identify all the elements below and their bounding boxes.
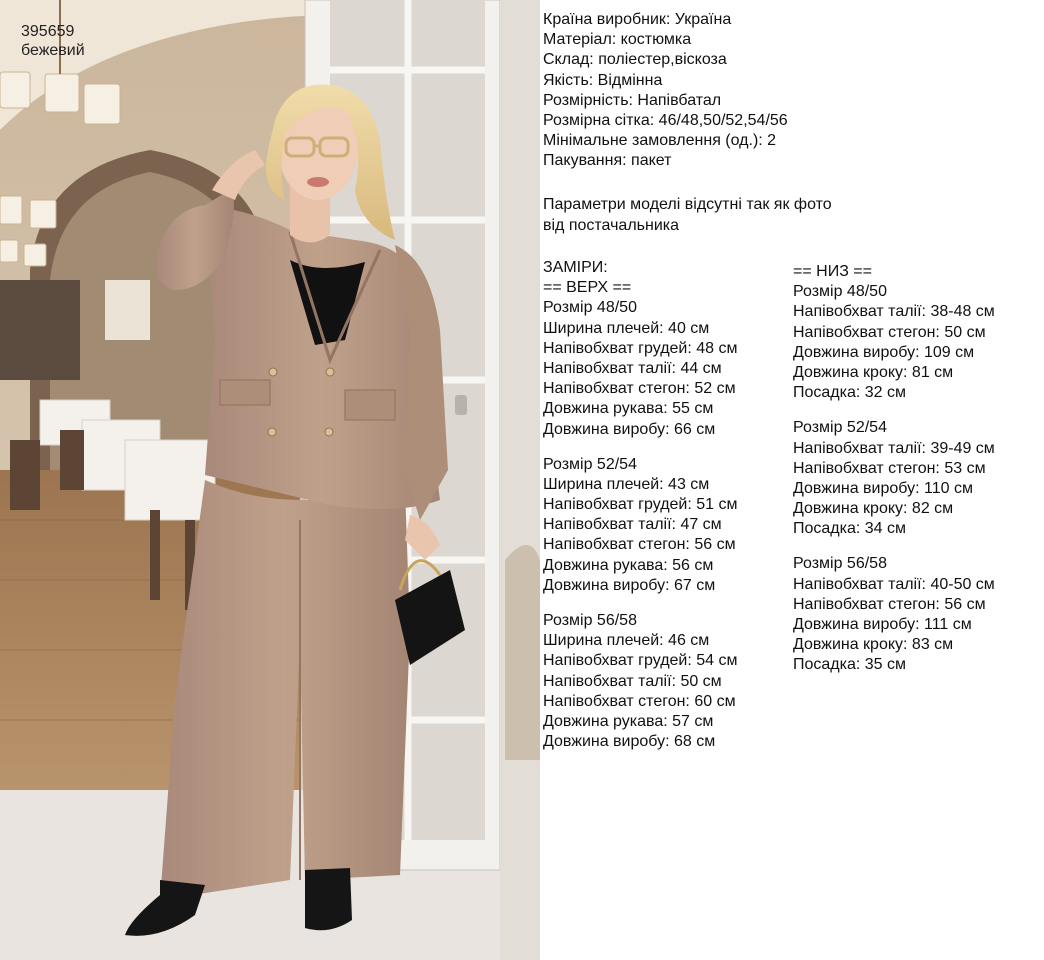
- top-section-title: == ВЕРХ ==: [543, 279, 632, 297]
- measure-row: Довжина кроку: 82 см: [793, 500, 954, 518]
- spec-material: Матеріал: костюмка: [543, 31, 692, 49]
- size-label: Розмір 48/50: [543, 299, 637, 317]
- spec-composition: Склад: поліестер,віскоза: [543, 51, 727, 69]
- measure-row: Посадка: 35 см: [793, 656, 907, 674]
- size-label: Розмір 52/54: [543, 455, 637, 473]
- measure-row: Напівобхват талії: 40-50 см: [793, 575, 995, 593]
- measure-row: Довжина виробу: 66 см: [543, 420, 716, 438]
- measure-row: Напівобхват талії: 39-49 см: [793, 439, 995, 457]
- measure-row: Посадка: 34 см: [793, 520, 907, 538]
- article-label: [21, 22, 85, 60]
- article-code: 395659: [21, 23, 75, 40]
- size-label: Розмір 52/54: [793, 419, 887, 437]
- measure-row: Довжина кроку: 83 см: [793, 636, 954, 654]
- size-label: Розмір 56/58: [793, 555, 887, 573]
- measure-row: Напівобхват талії: 44 см: [543, 359, 722, 377]
- measure-row: Напівобхват стегон: 50 см: [793, 323, 986, 341]
- measure-row: Довжина кроку: 81 см: [793, 363, 954, 381]
- measure-row: Напівобхват талії: 47 см: [543, 516, 722, 534]
- measure-row: Напівобхват грудей: 48 см: [543, 339, 738, 357]
- note-line: Параметри моделі відсутні так як фото: [543, 196, 832, 213]
- bottom-section-title: == НИЗ ==: [793, 263, 872, 280]
- model-params-note: [543, 194, 832, 236]
- measure-row: Напівобхват стегон: 52 см: [543, 380, 736, 398]
- measure-row: Напівобхват грудей: 54 см: [543, 652, 738, 670]
- measure-row: Довжина виробу: 110 см: [793, 479, 973, 497]
- measure-row: Напівобхват стегон: 53 см: [793, 459, 986, 477]
- measure-row: Напівобхват стегон: 56 см: [793, 595, 986, 613]
- measure-row: Довжина виробу: 68 см: [543, 733, 716, 751]
- size-label: Розмір 56/58: [543, 612, 637, 629]
- spec-country: Країна виробник: Україна: [543, 11, 732, 28]
- spec-min-order: Мінімальне замовлення (од.): 2: [543, 132, 777, 150]
- measurements-heading: ЗАМІРИ:: [543, 259, 608, 276]
- article-color: бежевий: [21, 42, 85, 59]
- measure-row: Ширина плечей: 46 см: [543, 632, 710, 650]
- measure-row: Довжина виробу: 67 см: [543, 576, 716, 594]
- product-specs: [543, 10, 788, 172]
- measure-row: Напівобхват стегон: 56 см: [543, 536, 736, 554]
- spec-quality: Якість: Відмінна: [543, 71, 663, 89]
- measure-row: Напівобхват грудей: 51 см: [543, 496, 738, 514]
- spec-size-grid: Розмірна сітка: 46/48,50/52,54/56: [543, 111, 788, 129]
- measure-row: Довжина рукава: 55 см: [543, 400, 714, 418]
- measurements-top: [543, 258, 738, 752]
- measure-row: Напівобхват талії: 38-48 см: [793, 303, 995, 321]
- measure-row: Довжина виробу: 109 см: [793, 343, 975, 361]
- measure-row: Довжина рукава: 57 см: [543, 712, 714, 730]
- measure-row: Довжина виробу: 111 см: [793, 616, 972, 633]
- measure-row: Ширина плечей: 40 см: [543, 319, 710, 337]
- measure-row: Ширина плечей: 43 см: [543, 475, 710, 493]
- measure-row: Напівобхват талії: 50 см: [543, 672, 722, 690]
- note-line: від постачальника: [543, 217, 680, 234]
- measure-row: Довжина рукава: 56 см: [543, 556, 714, 574]
- size-label: Розмір 48/50: [793, 283, 887, 301]
- measure-row: Посадка: 32 см: [793, 384, 907, 402]
- spec-sizing: Розмірність: Напівбатал: [543, 91, 722, 109]
- measurements-bottom: [793, 262, 995, 676]
- measure-row: Напівобхват стегон: 60 см: [543, 692, 736, 710]
- spec-packaging: Пакування: пакет: [543, 152, 672, 170]
